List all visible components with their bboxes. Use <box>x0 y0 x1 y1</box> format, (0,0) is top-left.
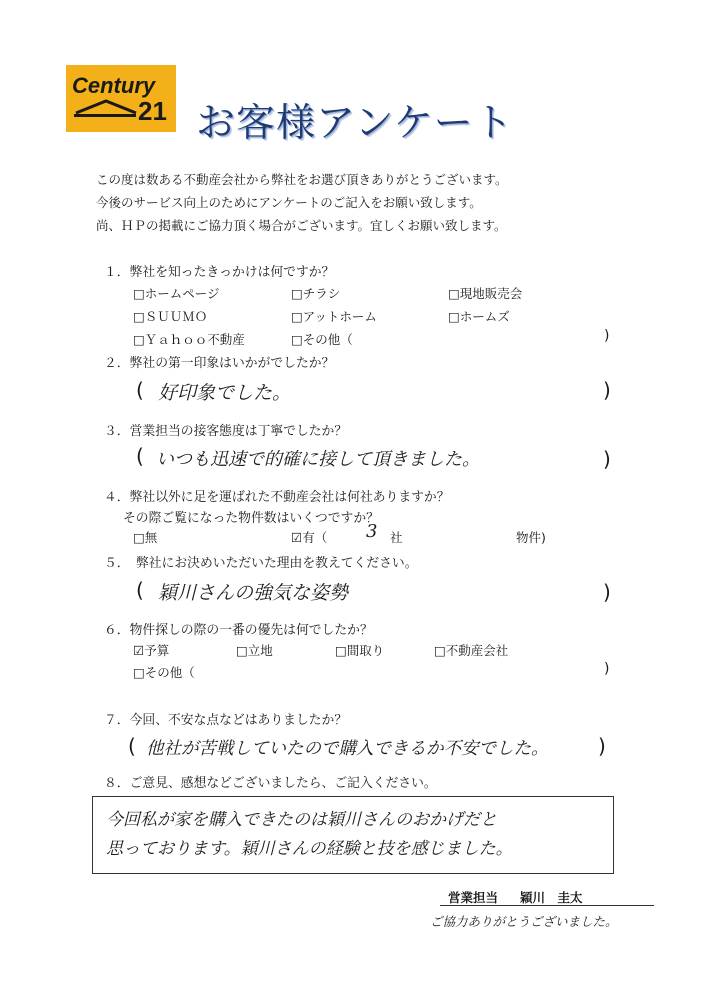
q8-line: 今回私が家を購入できたのは穎川さんのおかげだと <box>106 810 497 830</box>
q6-option-other[interactable]: □その他（ <box>133 665 195 680</box>
q8-question: ８．ご意見、感想などございましたら、ご記入ください。 <box>104 776 437 791</box>
q1-option[interactable]: □ホームページ <box>133 286 220 301</box>
q4-unit-property: 物件) <box>516 530 546 545</box>
q1-option[interactable]: □現地販売会 <box>448 286 523 301</box>
q1-option[interactable]: □ホームズ <box>448 309 510 324</box>
q7-open-paren: ( <box>128 734 136 758</box>
q6-option[interactable]: □不動産会社 <box>434 643 509 658</box>
q4-option-yes[interactable]: ☑有（ <box>291 530 328 545</box>
q4-unit-company: 社 <box>390 530 403 545</box>
q5-answer: 穎川さんの強気な姿勢 <box>158 582 349 604</box>
q6-option[interactable]: ☑予算 <box>133 643 170 658</box>
svg-text:Century: Century <box>72 73 156 98</box>
q7-close-paren: ) <box>598 734 606 758</box>
q2-question: ２．弊社の第一印象はいかがでしたか？ <box>104 356 335 371</box>
q1-option[interactable]: □チラシ <box>291 286 341 301</box>
q2-close-paren: ) <box>603 378 611 402</box>
q3-open-paren: ( <box>136 444 144 468</box>
q1-option[interactable]: □その他（ <box>291 332 353 347</box>
q3-answer: いつも迅速で的確に接して頂きました。 <box>156 449 480 470</box>
q1-option[interactable]: □Ｙａｈｏｏ不動産 <box>133 332 245 347</box>
staff-label: 営業担当 <box>448 890 499 905</box>
q1-question: １．弊社を知ったきっかけは何ですか？ <box>104 265 335 280</box>
q8-line: 思っております。穎川さんの経験と技を感じました。 <box>106 839 513 859</box>
q2-open-paren: ( <box>136 378 144 402</box>
staff-name: 穎川 圭太 <box>520 890 583 905</box>
q6-option[interactable]: □立地 <box>236 643 273 658</box>
footer-divider <box>440 905 654 906</box>
q5-question: ５． 弊社にお決めいただいた理由を教えてください。 <box>104 556 418 571</box>
q4-count: 3 <box>366 521 378 542</box>
q1-close-paren: ) <box>604 328 610 344</box>
q6-question: ６．物件探しの際の一番の優先は何でしたか？ <box>104 623 373 638</box>
q3-question: ３．営業担当の接客態度は丁寧でしたか？ <box>104 424 348 439</box>
q1-option[interactable]: □アットホーム <box>291 309 377 324</box>
thanks-text: ご協力ありがとうございました。 <box>430 914 618 929</box>
q4-question: ４．弊社以外に足を運ばれた不動産会社は何社ありますか？ <box>104 490 450 505</box>
q7-question: ７．今回、不安な点などはありましたか？ <box>104 713 348 728</box>
q5-open-paren: ( <box>136 578 144 602</box>
q5-close-paren: ) <box>603 580 611 604</box>
q6-close-paren: ) <box>604 661 610 677</box>
intro-text <box>96 168 508 237</box>
q6-option[interactable]: □間取り <box>335 643 385 658</box>
q4-question-2: その際ご覧になった物件数はいくつですか？ <box>123 511 379 526</box>
century21-logo <box>66 65 176 132</box>
page-title: お客様アンケート <box>196 101 514 146</box>
q1-option[interactable]: □ＳＵＵＭＯ <box>133 309 208 324</box>
q3-close-paren: ) <box>603 447 611 471</box>
intro-line: 尚、ＨＰの掲載にご協力頂く場合がございます。宜しくお願い致します。 <box>96 218 507 233</box>
q4-option-none[interactable]: □無 <box>133 530 158 545</box>
svg-text:21: 21 <box>138 96 167 126</box>
intro-line: 今後のサービス向上のためにアンケートのご記入をお願い致します。 <box>96 195 482 210</box>
intro-line: この度は数ある不動産会社から弊社をお選び頂きありがとうございます。 <box>96 172 508 187</box>
q2-answer: 好印象でした。 <box>158 382 292 404</box>
q7-answer: 他社が苦戦していたので購入できるか不安でした。 <box>146 739 549 759</box>
